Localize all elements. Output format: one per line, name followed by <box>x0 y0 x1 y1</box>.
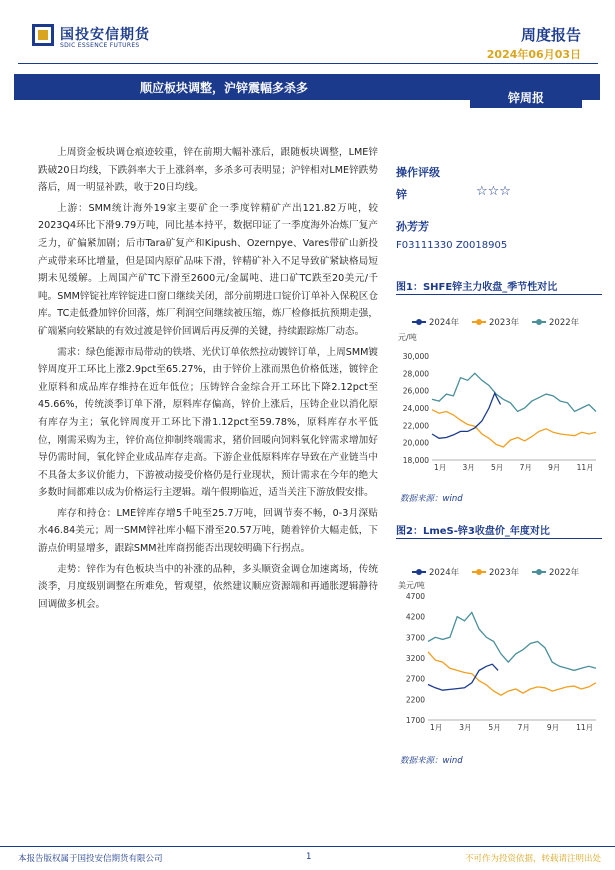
legend-2024-marker <box>416 569 422 575</box>
footer-divider <box>0 846 615 847</box>
rating-stars: ☆☆☆ <box>476 184 511 199</box>
analyst-ids: F03111330 Z0018905 <box>396 240 508 251</box>
section-tab: 锌周报 <box>470 88 582 108</box>
chart-1 <box>396 312 602 484</box>
body-text <box>38 144 378 613</box>
analyst-name: 孙芳芳 <box>396 220 429 233</box>
chart1-axes <box>403 352 596 472</box>
figure2-title: 图2：LmeS-锌3收盘价_年度对比 <box>396 522 602 539</box>
chart2-series <box>428 613 596 696</box>
x-tick-label: 7月 <box>517 723 530 732</box>
y-tick-label: 24,000 <box>402 404 429 413</box>
series-line-2022年 <box>432 373 596 411</box>
chart1-legend <box>412 317 580 328</box>
series-line-2024年 <box>432 393 501 438</box>
y-tick-label: 2200 <box>405 695 425 705</box>
header-divider <box>18 63 598 64</box>
series-line-2022年 <box>428 613 596 671</box>
legend-2023-marker <box>476 319 482 325</box>
chart-2 <box>396 562 602 742</box>
x-tick-label: 7月 <box>519 463 532 472</box>
paragraph-trend: 走势：锌作为有色板块当中的补涨的品种，多头顺资金调仓加速离场，传统淡季，月度级别调整在所难免，暂观望，依然建议顺应资源端和再通胀逻辑静待回调做多机会。 <box>38 563 378 610</box>
y-tick-label: 18,000 <box>402 456 429 465</box>
figure2-source: 数据来源：wind <box>400 756 463 766</box>
legend-2023-marker <box>476 569 482 575</box>
paragraph-inventory: 库存和持仓：LME锌库存增5千吨至25.7万吨，回调节奏不畅，0-3月深贴水46.84美元；周一SMM锌社库小幅下滑至20.57万吨，随着锌价大幅走低，下游点价明显增多，跟踪SMM社库商拐能否出现较明确下行拐点。 <box>38 507 378 555</box>
x-tick-label: 5月 <box>488 723 501 732</box>
paragraph-overview: 上周资金板块调仓痕迹较重，锌在前期大幅补涨后，跟随板块调整，LME锌跌破20日均线，下跌斜率大于上涨斜率，多杀多可表明显；沪锌相对LME锌跌势落后，周一明显补跌，收于20日均线。 <box>38 147 378 194</box>
company-name-en: SDIC ESSENCE FUTURES <box>60 42 140 49</box>
report-title: 顺应板块调整，沪锌震幅多杀多 <box>140 81 309 95</box>
y-tick-label: 30,000 <box>402 352 429 361</box>
y-tick-label: 20,000 <box>402 438 429 448</box>
legend-2024: 2024年 <box>429 318 460 328</box>
report-date: 2024年06月03日 <box>486 48 581 61</box>
report-type: 周度报告 <box>520 26 581 44</box>
x-tick-label: 1月 <box>434 463 447 472</box>
footer-disclaimer: 不可作为投资依据，转载请注明出处 <box>464 854 601 864</box>
legend-2024-marker <box>416 319 422 325</box>
legend-2024: 2024年 <box>429 568 460 578</box>
x-tick-label: 3月 <box>459 723 472 732</box>
legend-2022-marker <box>536 319 542 325</box>
legend-2023: 2023年 <box>489 318 520 328</box>
company-name-cn: 国投安信期货 <box>60 27 150 43</box>
figure1-title: 图1：SHFE锌主力收盘_季节性对比 <box>396 278 602 295</box>
series-line-2023年 <box>432 410 596 447</box>
chart2-legend <box>412 567 580 578</box>
y-tick-label: 3200 <box>405 654 425 663</box>
y-tick-label: 4700 <box>405 592 425 601</box>
legend-2022: 2022年 <box>549 568 580 578</box>
chart2-axes <box>406 592 596 732</box>
x-tick-label: 1月 <box>430 723 443 732</box>
paragraph-upstream: 上游：SMM统计海外19家主要矿企一季度锌精矿产出121.82万吨，较2023Q4环比下滑9.79万吨，同比基本持平，数据印证了一季度海外冶炼厂复产乏力，矿偏紧加剧；后市Tara矿复产和Kipush、Ozernpye、Vares带矿山新投产或带来环比增量，但是国内原矿品味下滑，锌精矿补入不足导致矿紧缺格局短期未见缓解。上周国产矿TC下滑至2600元/金属吨、进口矿TC跌至20美元/千吨。SMM锌锭社库锌锭进口窗口继续关闭，部分前期进口锭价订单补入保税区仓库。TC走低叠加锌价回落，炼厂利润空间继续被压缩，炼厂检修抵抗预期走强，矿端紧向较紧缺的有效过渡是锌价回调后再反弹的关键，持续跟踪炼厂动态。 <box>38 202 378 337</box>
y-tick-label: 3700 <box>405 633 425 643</box>
x-tick-label: 11月 <box>576 463 594 472</box>
page-number: 1 <box>306 852 312 862</box>
footer-copyright: 本报告版权属于国投安信期货有限公司 <box>18 854 163 864</box>
y-tick-label: 4200 <box>405 612 425 622</box>
rating-item: 锌 <box>396 188 407 201</box>
y-tick-label: 22,000 <box>402 421 429 431</box>
paragraph-demand: 需求：绿色能源市局带动的铁塔、光伏订单依然拉动镀锌订单，上周SMM镀锌周度开工环比上涨2.9pct至65.27%，由于锌价上涨而黑色价格低迷，镀锌企业原料和成品库存维持在近年低位；压铸锌合金综合开工环比下降2.12pct至45.66%，传统淡季订单下滑，原料库存偏高，锌价上涨后，压铸企业以消化原有库存为主；氧化锌周度开工环比下滑1.12pct至59.78%，原料库存水平低位，刚需采购为主，锌价高位抑制终端需求，猪价回暖向饲料氧化锌需求增加好导仍需时间，氧化锌企业成品库存走高。下游企业低原料库存导致在产业链当中不具备太多议价能力，下游被动接受价格仍是行业现状，预计需求在今年的绝大多数时间都难以成为价格运行主逻辑。端午假期临近，适当关注下游放假安排。 <box>38 346 378 499</box>
legend-2022: 2022年 <box>549 318 580 328</box>
y-tick-label: 28,000 <box>402 369 429 379</box>
chart1-series <box>432 373 596 447</box>
x-tick-label: 3月 <box>462 463 475 472</box>
x-tick-label: 9月 <box>546 723 560 732</box>
x-tick-label: 11月 <box>576 723 594 732</box>
legend-2023: 2023年 <box>489 568 520 578</box>
figure1-source: 数据来源：wind <box>400 494 463 504</box>
y-tick-label: 2700 <box>405 674 425 684</box>
x-tick-label: 9月 <box>548 463 561 472</box>
x-tick-label: 5月 <box>491 463 504 472</box>
legend-2022-marker <box>536 569 542 575</box>
chart1-unit: 元/吨 <box>398 333 417 342</box>
logo-mark-inner <box>38 30 48 40</box>
y-tick-label: 26,000 <box>402 386 429 396</box>
chart2-unit: 美元/吨 <box>398 581 425 590</box>
rating-title: 操作评级 <box>396 166 440 179</box>
y-tick-label: 1700 <box>405 716 425 725</box>
